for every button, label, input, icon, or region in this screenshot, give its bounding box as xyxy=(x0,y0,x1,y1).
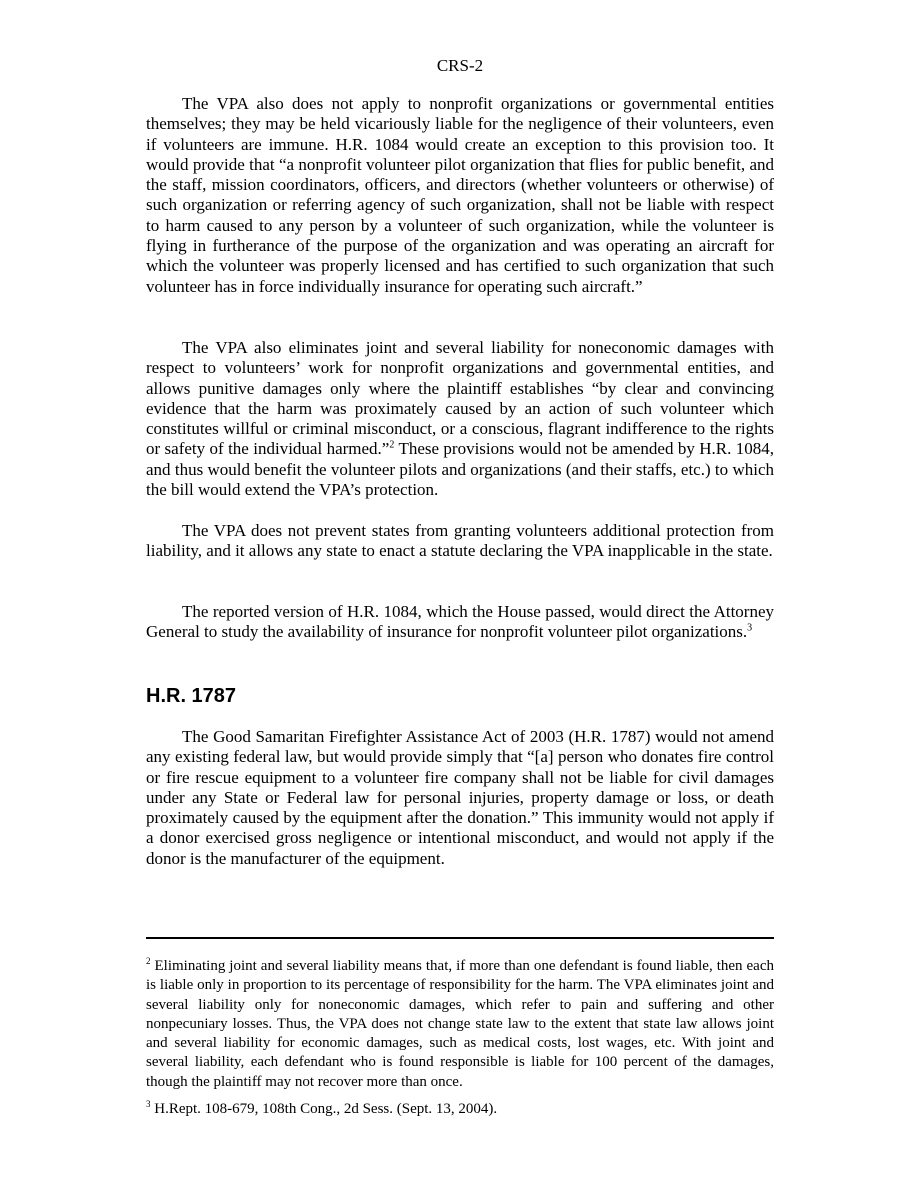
footnote-ref-3[interactable]: 3 xyxy=(747,622,753,634)
body-paragraph-1 xyxy=(146,94,774,297)
footnote-2 xyxy=(146,957,774,1092)
paragraph-2-text-a: The VPA also eliminates joint and several liability for noneconomic damages with respect to volunteers’ work for nonprofit organizations and governmental entities, and allows punitive damages only where the plaintiff establishes “by clear and convincing evidence that the harm was proximately caused by an action of such volunteer which constitutes willful or criminal misconduct, or a conscious, flagrant indifference to the rights or safety of the individual harmed.” xyxy=(146,338,774,459)
section-heading-hr-1787: H.R. 1787 xyxy=(146,685,237,707)
paragraph-2-text-b: These provisions would not be amended by H.R. 1084, and thus would benefit the volunteer pilots and organizations (and their staffs, etc.) to which the bill would extend the VPA’s protection. xyxy=(146,439,775,500)
body-paragraph-4 xyxy=(146,602,774,643)
footnote-3-mark: 3 xyxy=(146,1099,151,1109)
paragraph-state-protection: The VPA does not prevent states from granting volunteers additional protection from liability, and it allows any state to enact a statute declaring the VPA inapplicable in the state. xyxy=(146,521,774,561)
footnote-2-text: Eliminating joint and several liability means that, if more than one defendant is found liable, then each is liable only in proportion to its percentage of responsibility for the harm. The VPA eliminates joint and several liability only for noneconomic damages, which refer to pain and suffering and other nonpecuniary losses. Thus, the VPA does not change state law to the extent that state law allows joint and several liability for economic damages, such as medical costs, lost wages, etc. With joint and several liability, each defendant who is found responsible is liable for 100 percent of the damages, though the plaintiff may not recover more than once. xyxy=(146,958,774,1090)
paragraph-reported-version xyxy=(146,602,774,643)
footnote-3-text: H.Rept. 108-679, 108th Cong., 2d Sess. (Sept. 13, 2004). xyxy=(150,1101,498,1117)
footnote-2-mark: 2 xyxy=(146,956,151,966)
footnote-divider xyxy=(146,937,774,939)
paragraph-joint-liability xyxy=(146,338,774,500)
footnote-3 xyxy=(146,1100,774,1119)
body-paragraph-3 xyxy=(146,521,774,562)
body-paragraph-5 xyxy=(146,727,774,869)
footnote-ref-2[interactable]: 2 xyxy=(389,439,395,451)
body-paragraph-2 xyxy=(146,338,774,500)
paragraph-vpa-nonprofit-exception: The VPA also does not apply to nonprofit organizations or governmental entities themselves; they may be held vicariously liable for the negligence of their volunteers, even if volunteers are immune. H.R. 1084 would create an exception to this provision too. It would provide that “a nonprofit volunteer pilot organization that flies for public benefit, and the staff, mission coordinators, officers, and directors (whether volunteers or otherwise) of such organization or referring agency of such organization, shall not be liable with respect to harm caused to any person by a volunteer of such organization, while the volunteer is flying in furtherance of the purpose of the organization and was operating an aircraft for which the volunteer was properly licensed and has certified to such organization that such volunteer has in force individually insurance for operating such aircraft.” xyxy=(146,94,774,296)
page-number-header: CRS-2 xyxy=(436,56,484,75)
paragraph-4-text: The reported version of H.R. 1084, which the House passed, would direct the Attorney General to study the availability of insurance for nonprofit volunteer pilot organizations. xyxy=(146,602,774,642)
paragraph-good-samaritan-act: The Good Samaritan Firefighter Assistance Act of 2003 (H.R. 1787) would not amend any existing federal law, but would provide simply that “[a] person who donates fire control or fire rescue equipment to a volunteer fire company shall not be liable for civil damages under any State or Federal law for personal injuries, property damage or loss, or death proximately caused by the equipment after the donation.” This immunity would not apply if a donor exercised gross negligence or intentional misconduct, and would not apply if the donor is the manufacturer of the equipment. xyxy=(146,727,774,868)
